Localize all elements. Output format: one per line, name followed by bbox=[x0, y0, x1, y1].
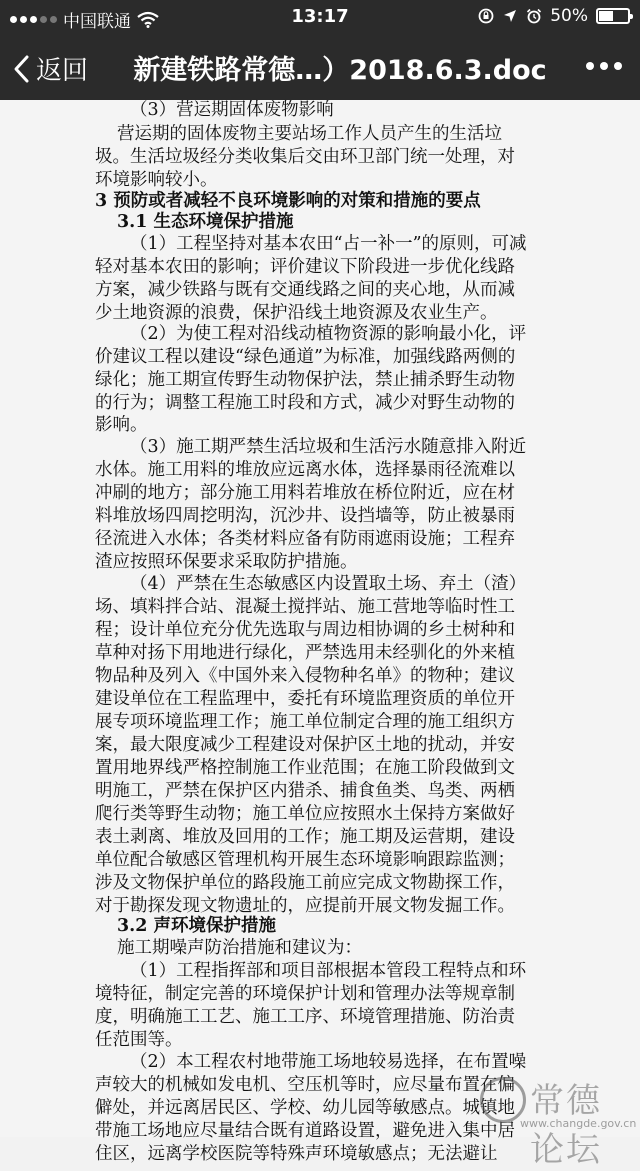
doc-line: 影响。 bbox=[95, 415, 148, 435]
section-heading: 3 预防或者减轻不良环境影响的对策和措施的要点 bbox=[95, 191, 481, 211]
document-viewer[interactable] bbox=[0, 100, 640, 1170]
doc-line: 料堆放场四周挖明沟，沉沙井、设挡墙等，防止被暴雨 bbox=[95, 506, 515, 526]
doc-line: 建设单位在工程监理中，委托有环境监理资质的单位开 bbox=[95, 689, 515, 709]
doc-line: 渣应按照环保要求采取防护措施。 bbox=[95, 552, 358, 572]
doc-line: 置用地界线严格控制施工作业范围；在施工阶段做到文 bbox=[95, 758, 515, 778]
status-right bbox=[478, 6, 630, 26]
doc-line: （1）工程坚持对基本农田“占一补一”的原则，可减 bbox=[130, 234, 527, 254]
doc-line: 价建议工程以建设“绿色通道”为标准，加强线路两侧的 bbox=[95, 347, 516, 367]
back-label: 返回 bbox=[36, 56, 89, 86]
carrier-name: 中国联通 bbox=[63, 12, 131, 32]
status-bar bbox=[0, 0, 640, 34]
chevron-left-icon bbox=[12, 54, 30, 84]
doc-line: 水体。施工用料的堆放应远离水体，选择暴雨径流难以 bbox=[95, 460, 515, 480]
doc-line: 少土地资源的浪费，保护沿线土地资源及农业生产。 bbox=[95, 303, 498, 323]
doc-line: 轻对基本农田的影响；评价建议下阶段进一步优化线路 bbox=[95, 257, 515, 277]
top-bar bbox=[0, 0, 640, 100]
back-button[interactable] bbox=[12, 50, 88, 87]
doc-line: 明施工，严禁在保护区内猎杀、捕食鱼类、鸟类、两栖 bbox=[95, 781, 515, 801]
more-dot-icon bbox=[586, 62, 594, 70]
doc-line: （1）工程指挥部和项目部根据本管段工程特点和环 bbox=[130, 961, 527, 981]
alarm-clock-icon bbox=[526, 8, 542, 24]
doc-line: 声较大的机械如发电机、空压机等时，应尽量布置在偏 bbox=[95, 1075, 515, 1095]
doc-line: 的行为；调整工程施工时段和方式，减少对野生动物的 bbox=[95, 393, 515, 413]
doc-line: 住区，远离学校医院等特殊声环境敏感点；无法避让 bbox=[95, 1144, 498, 1164]
doc-line: 对于勘探发现文物遗址的，应提前开展文物发掘工作。 bbox=[95, 896, 515, 916]
battery-icon bbox=[596, 8, 630, 24]
doc-line: 任范围等。 bbox=[95, 1030, 183, 1050]
more-dot-icon bbox=[600, 62, 608, 70]
doc-line: 展专项环境监理工作；施工单位制定合理的施工组织方 bbox=[95, 712, 515, 732]
doc-line: 草种对扬下用地进行绿化，严禁选用未经驯化的外来植 bbox=[95, 643, 515, 663]
doc-line: （4）严禁在生态敏感区内设置取土场、弃土（渣） bbox=[130, 574, 527, 594]
doc-line: 营运期的固体废物主要站场工作人员产生的生活垃 bbox=[117, 124, 502, 144]
status-time: 13:17 bbox=[291, 6, 349, 27]
doc-line: 环境影响较小。 bbox=[95, 170, 218, 190]
navigation-bar bbox=[0, 34, 640, 100]
doc-line: 境特征，制定完善的环境保护计划和管理办法等规章制 bbox=[95, 984, 515, 1004]
battery-percent: 50% bbox=[550, 6, 588, 26]
doc-line: 圾。生活垃圾经分类收集后交由环卫部门统一处理，对 bbox=[95, 147, 515, 167]
doc-line: 表土剥离、堆放及回用的工作；施工期及运营期，建设 bbox=[95, 827, 515, 847]
doc-line: 爬行类等野生动物；施工单位应按照水土保持方案做好 bbox=[95, 804, 515, 824]
doc-line: 径流进入水体；各类材料应备有防雨遮雨设施；工程弃 bbox=[95, 529, 515, 549]
doc-line: 冲刷的地方；部分施工用料若堆放在桥位附近，应在材 bbox=[95, 483, 515, 503]
subsection-heading: 3.1 生态环境保护措施 bbox=[117, 212, 294, 232]
watermark-text: 常德论坛 bbox=[530, 1081, 602, 1170]
doc-line: 场、填料拌合站、混凝土搅拌站、施工营地等临时性工 bbox=[95, 597, 515, 617]
subsection-heading: 3.2 声环境保护措施 bbox=[117, 916, 277, 936]
doc-line: 程；设计单位充分优先选取与周边相协调的乡土树种和 bbox=[95, 620, 515, 640]
rotation-lock-icon bbox=[478, 8, 494, 24]
doc-line: 涉及文物保护单位的路段施工前应完成文物勘探工作， bbox=[95, 873, 515, 893]
forum-watermark bbox=[480, 1071, 637, 1170]
doc-line: 物品种及列入《中国外来入侵物种名单》的物种；建议 bbox=[95, 666, 515, 686]
more-dot-icon bbox=[614, 62, 622, 70]
doc-line: 带施工场地应尽量结合既有道路设置，避免进入集中居 bbox=[95, 1121, 515, 1141]
doc-line: （3）施工期严禁生活垃圾和生活污水随意排入附近 bbox=[130, 437, 527, 457]
doc-line: 绿化；施工期宣传野生动物保护法，禁止捕杀野生动物 bbox=[95, 370, 515, 390]
doc-line: 案，最大限度减少工程建设对保护区土地的扰动，并安 bbox=[95, 735, 515, 755]
doc-line: （2）本工程农村地带施工场地较易选择，在布置噪 bbox=[130, 1052, 527, 1072]
document-title: 新建铁路常德…）2018.6.3.doc bbox=[133, 55, 547, 86]
doc-line: （3）营运期固体废物影响 bbox=[130, 100, 334, 120]
doc-line: 僻处，并远离居民区、学校、幼儿园等敏感点。城镇地 bbox=[95, 1098, 515, 1118]
more-options-button[interactable] bbox=[586, 62, 622, 70]
location-arrow-icon bbox=[502, 8, 518, 24]
doc-line: 施工期噪声防治措施和建议为： bbox=[117, 938, 362, 958]
doc-line: （2）为使工程对沿线动植物资源的影响最小化，评 bbox=[130, 324, 527, 344]
doc-line: 度，明确施工工艺、施工工序、环境管理措施、防治责 bbox=[95, 1007, 515, 1027]
doc-line: 方案，减少铁路与既有交通线路之间的夹心地，从而减 bbox=[95, 280, 515, 300]
watermark-url: www.changde.gov.cn bbox=[520, 1117, 637, 1130]
battery-level-fill bbox=[599, 11, 613, 21]
doc-line: 单位配合敏感区管理机构开展生态环境影响跟踪监测； bbox=[95, 850, 515, 870]
